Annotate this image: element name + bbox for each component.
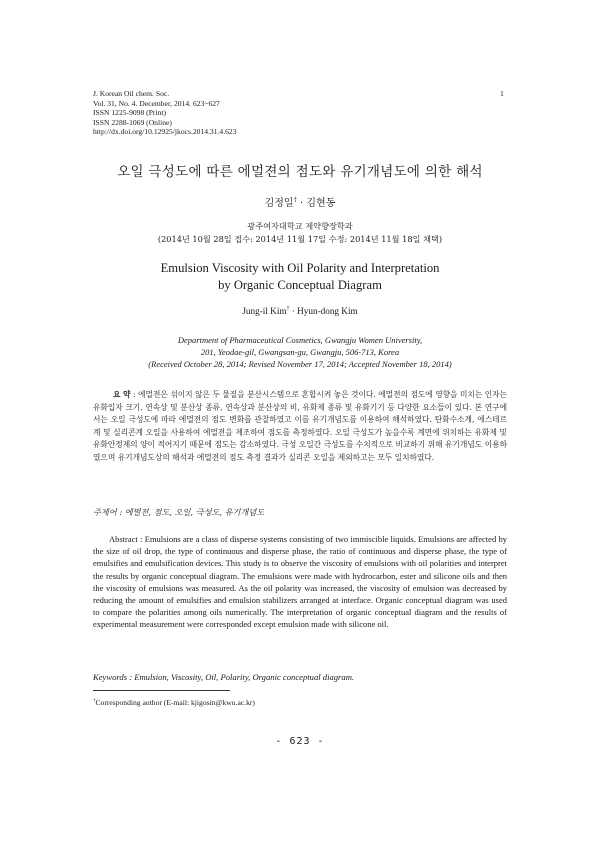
journal-volume: Vol. 31, No. 4. December, 2014. 623~627: [93, 98, 220, 108]
korean-authors: [0, 194, 600, 209]
english-abstract: [93, 533, 507, 631]
english-abstract-text: : Emulsions are a class of disperse systems consisting of two immiscible liquids. Emulsions are affected by the size of oil drop, the type of continuous and disperse phase, the ratio of continuous and disperse phase, the type of emulsifies and emulsification devices. This study is to observe the viscosity of emulsions with oil polarities and interpret the results by organic conceptual diagram. The emulsions were made with hydrocarbon, ester and silicone oils and then the viscosity of emulsions was measured. As the oil polarity was increased, the viscosity of emulsion was decreased by reducing the amount of emulsifies and emulsion stabilizers arranged at interface. Organic conceptual diagram was used to compare the polarities among oils numerically. The interpretation of organic conceptual diagram and the results of experimental measurement were corresponded except emulsion made with silicone oil.: [93, 534, 507, 630]
english-author-2: Hyun-dong Kim: [297, 306, 358, 316]
corresponding-author-footnote: [93, 698, 255, 707]
korean-abstract: [93, 389, 507, 465]
korean-dates: (2014년 10월 28일 접수: 2014년 11월 17일 수정: 2014년 11월 18일 채택): [157, 233, 443, 244]
issn-online: ISSN 2288-1069 (Online): [93, 117, 172, 127]
korean-affiliation: 광주여자대학교 제약향장학과: [247, 221, 353, 231]
dagger-mark: †: [93, 698, 96, 704]
header-page-number: 1: [500, 89, 504, 98]
english-title: [0, 260, 600, 293]
korean-keywords: 주제어 : 에멀젼, 점도, 오일, 극성도, 유기개념도: [93, 507, 265, 517]
korean-abstract-label: 요 약: [113, 390, 131, 399]
korean-author-1: 김정일: [264, 198, 294, 209]
journal-info: [93, 89, 237, 137]
korean-affiliation-block: [0, 220, 600, 245]
english-received-dates: (Received October 28, 2014; Revised November 17, 2014; Accepted November 18, 2014): [148, 359, 452, 370]
footnote-text: Corresponding author (E-mail: kjigosin@kwu.ac.kr): [95, 698, 255, 707]
dagger-mark: †: [293, 195, 297, 204]
english-author-1: Jung-il Kim: [242, 306, 287, 316]
author-separator: ·: [296, 198, 307, 209]
korean-abstract-text: : 에멀젼은 섞이지 않은 두 물질을 분산시스템으로 혼합시켜 놓은 것이다. 에멀젼의 점도에 영향을 미치는 인자는 유화입자 크기, 연속상 및 분산상 종류, 연속상과 분산상의 비, 유화제 종류 및 유화기기 등 다양한 요소들이 있다. 본 연구에서는 오일 극성도에 따라 에멀젼의 점도 변화를 관찰하였고 이를 유기개념도를 이용하여 해석하였다. 탄화수소계, 에스테르계 및 실리콘계 오일을 사용하여 에멀젼을 제조하여 점도를 측정하였다. 오일 극성도가 높을수록 계면에 위치하는 유화제 및 유화안정제의 양이 적어지기 때문에 점도는 감소하였다. 극성 오일간 극성도를 수치적으로 비교하기 위해 유기개념도 이용하였으며 유기개념도상의 해석과 에멀젼의 점도 측정 결과가 실리콘 오일을 제외하고는 모두 일치하였다.: [93, 390, 508, 462]
page-footer-number: - 623 -: [275, 736, 325, 747]
english-affiliation-block: [0, 334, 600, 371]
korean-title: 오일 극성도에 따른 에멀젼의 점도와 유기개념도에 의한 해석: [117, 164, 483, 180]
doi-link[interactable]: http://dx.doi.org/10.12925/jkocs.2014.31.4.623: [93, 127, 237, 137]
english-affiliation-line-1: Department of Pharmaceutical Cosmetics, Gwangju Women University,: [177, 335, 423, 345]
english-authors: [0, 306, 600, 316]
footnote-divider: [93, 690, 230, 691]
issn-print: ISSN 1225-9098 (Print): [93, 108, 166, 118]
english-title-line-2: by Organic Conceptual Diagram: [218, 277, 382, 292]
english-affiliation-line-2: 201, Yeodae-gil, Gwangsan-gu, Gwangju, 506-713, Korea: [200, 347, 400, 358]
author-separator: ·: [289, 306, 298, 316]
journal-name: J. Korean Oil chem. Soc.: [93, 89, 170, 98]
english-title-line-1: Emulsion Viscosity with Oil Polarity and Interpretation: [160, 261, 440, 275]
english-keywords: Keywords : Emulsion, Viscosity, Oil, Polarity, Organic conceptual diagram.: [93, 672, 355, 682]
korean-author-2: 김현동: [306, 198, 336, 209]
dagger-mark: †: [286, 305, 290, 312]
english-abstract-label: Abstract: [109, 534, 138, 544]
